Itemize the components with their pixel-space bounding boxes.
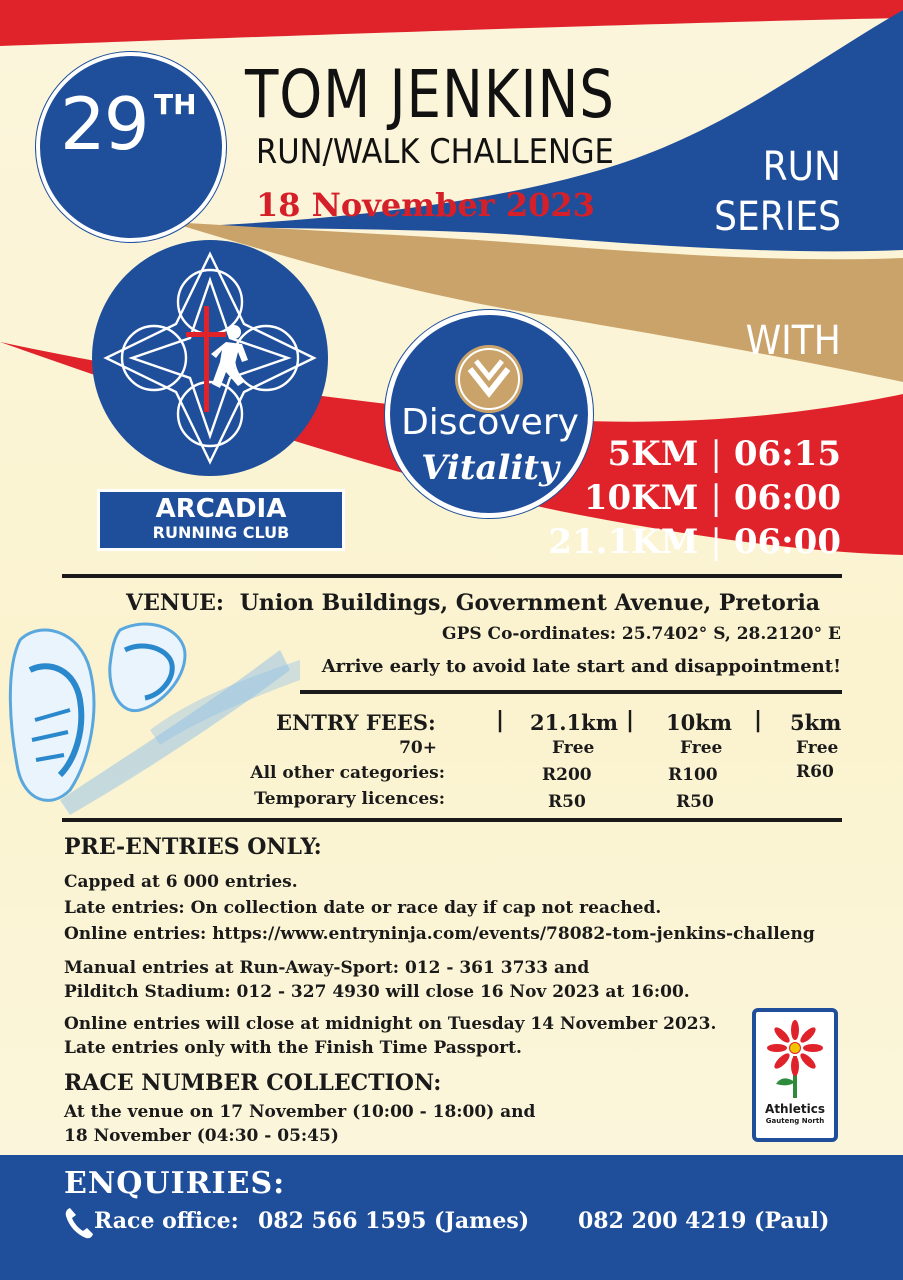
start-time: 06:00: [733, 522, 841, 562]
fee-value: R100: [668, 765, 718, 785]
manual-entries-line1: Manual entries at Run-Away-Sport: 012 - 361 3733 and: [64, 958, 590, 978]
athletics-name: Athletics: [765, 1102, 825, 1116]
shoe-right-icon: [110, 624, 185, 711]
collection-line1: At the venue on 17 November (10:00 - 18:00) and: [64, 1102, 536, 1122]
run-series-line2: SERIES: [714, 194, 841, 240]
athletics-gauteng-north-logo: [752, 1008, 838, 1142]
run-series-label: [714, 142, 841, 242]
fees-column-21km: 21.1km: [530, 710, 618, 735]
fees-column-5km: 5km: [790, 710, 842, 735]
fee-value: Free: [796, 738, 839, 758]
flower-icon: [756, 1012, 834, 1102]
red-top-band: [0, 0, 903, 46]
distance-row: [548, 432, 841, 476]
late-entries-note: Late entries: On collection date or race day if cap not reached.: [64, 898, 662, 918]
fee-value: Free: [552, 738, 595, 758]
run-series-line1: RUN: [762, 144, 841, 190]
fee-value: Free: [680, 738, 723, 758]
separator: |: [710, 434, 722, 474]
column-separator: |: [496, 708, 505, 733]
distance-name: 5KM: [607, 434, 699, 474]
column-separator: |: [754, 708, 763, 733]
arcadia-emblem-icon: [92, 240, 328, 476]
divider: [62, 574, 842, 578]
late-passport-note: Late entries only with the Finish Time Passport.: [64, 1038, 522, 1058]
start-time: 06:00: [733, 478, 841, 518]
fee-value: R50: [676, 792, 714, 812]
separator: |: [710, 478, 722, 518]
enquiries-title: ENQUIRIES:: [64, 1166, 286, 1201]
entry-fees-table: [0, 704, 903, 824]
edition-number: 29: [60, 82, 148, 166]
online-close-note: Online entries will close at midnight on Tuesday 14 November 2023.: [64, 1014, 717, 1034]
fees-column-10km: 10km: [666, 710, 732, 735]
phone-number-paul[interactable]: 082 200 4219 (Paul): [578, 1208, 830, 1234]
column-separator: |: [626, 708, 635, 733]
venue-label: VENUE:: [126, 590, 225, 616]
with-label: WITH: [745, 318, 841, 364]
phone-number-james[interactable]: 082 566 1595 (James): [258, 1208, 530, 1234]
fee-category: All other categories:: [250, 763, 445, 783]
phone-icon: [64, 1206, 94, 1240]
distance-row: [548, 476, 841, 520]
event-title: TOM JENKINS: [245, 56, 615, 133]
manual-entries-line2: Pilditch Stadium: 012 - 327 4930 will close 16 Nov 2023 at 16:00.: [64, 982, 690, 1002]
fee-category: Temporary licences:: [254, 789, 445, 809]
distance-row: [548, 520, 841, 564]
start-time: 06:15: [733, 434, 841, 474]
capped-note: Capped at 6 000 entries.: [64, 872, 298, 892]
gps-coordinates: GPS Co-ordinates: 25.7402° S, 28.2120° E: [442, 624, 841, 644]
distance-name: 21.1KM: [548, 522, 699, 562]
event-subtitle: RUN/WALK CHALLENGE: [256, 132, 614, 172]
fee-value: R60: [796, 762, 834, 782]
collection-title: RACE NUMBER COLLECTION:: [64, 1070, 442, 1096]
pre-entries-title: PRE-ENTRIES ONLY:: [64, 834, 322, 860]
arcadia-name: ARCADIA: [155, 494, 287, 524]
fee-category: 70+: [399, 738, 437, 758]
distances-list: [548, 432, 841, 564]
arcadia-name-box: [100, 492, 342, 548]
event-date: 18 November 2023: [256, 186, 595, 224]
arcadia-club-logo: [92, 240, 328, 476]
fee-value: R200: [542, 765, 592, 785]
collection-line2: 18 November (04:30 - 05:45): [64, 1126, 339, 1146]
edition-suffix: TH: [154, 88, 197, 121]
arrive-early-note: Arrive early to avoid late start and disappointment!: [321, 656, 841, 677]
online-entries-link[interactable]: Online entries: https://www.entryninja.com/events/78082-tom-jenkins-challeng: [64, 924, 815, 944]
vitality-word: Vitality: [421, 448, 559, 488]
divider: [300, 690, 842, 694]
divider: [62, 818, 842, 822]
athletics-subtitle: Gauteng North: [765, 1117, 825, 1125]
arcadia-subtitle: RUNNING CLUB: [152, 523, 290, 542]
fees-title: ENTRY FEES:: [276, 710, 436, 735]
discovery-word: Discovery: [401, 402, 579, 443]
fee-value: R50: [548, 792, 586, 812]
separator: |: [710, 522, 722, 562]
race-office-label: Race office:: [94, 1208, 239, 1234]
venue-address: Union Buildings, Government Avenue, Pretoria: [239, 590, 821, 616]
distance-name: 10KM: [583, 478, 699, 518]
